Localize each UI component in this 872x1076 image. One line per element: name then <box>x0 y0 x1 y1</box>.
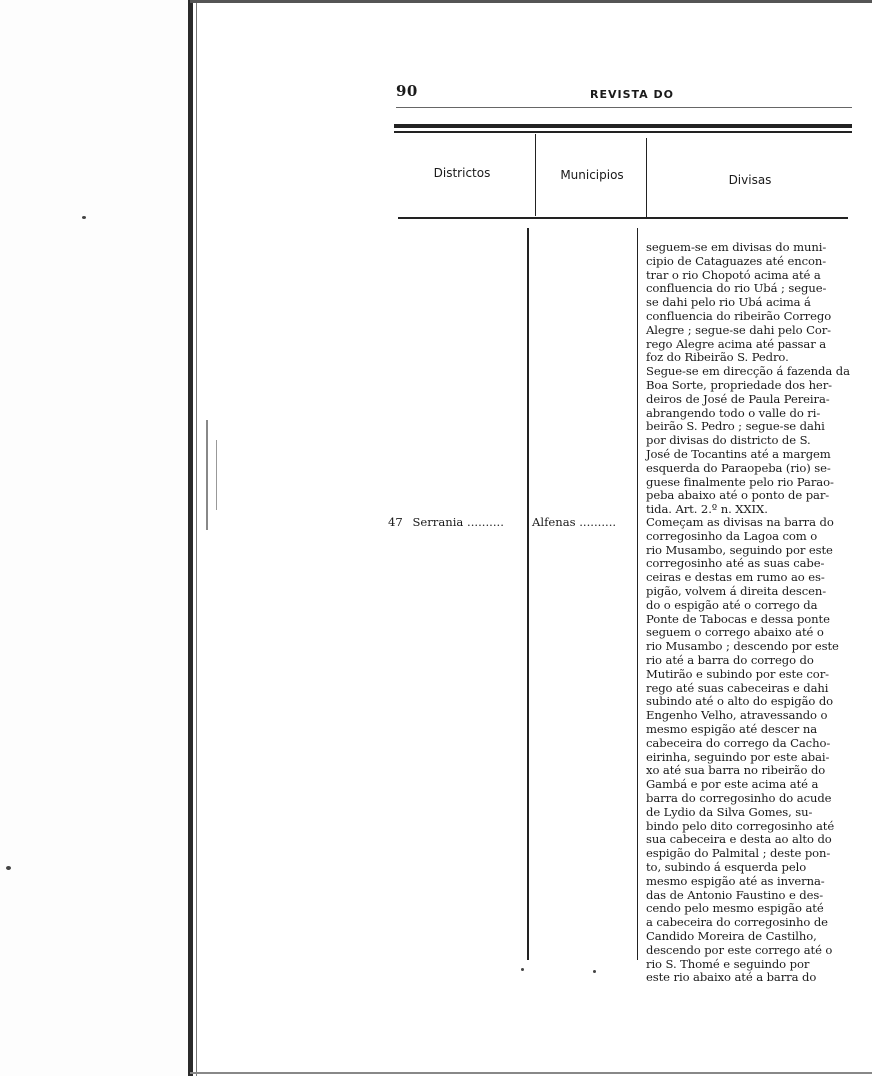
table-top-rule-2 <box>394 131 852 133</box>
entry-number: 47 <box>388 515 403 529</box>
scan-speck <box>82 216 86 219</box>
scan-speck <box>593 970 596 973</box>
column-header-divisas: Divisas <box>728 173 772 187</box>
district-name: Serrania <box>412 515 464 529</box>
binding-edge-inner <box>196 0 197 1076</box>
district-leaders: .......... <box>467 515 504 529</box>
continued-divisas-text: seguem-se em divisas do muni- cipio de Cataguazes até encon- trar o rio Chopotó acima até a confluencia do rio Ubá ; segue- se dahi pelo rio Ubá acima á confluencia do ribeirão Corrego Alegre ; segue-se dahi pelo Cor- rego Alegre acima até passar a foz do Ribeirão S. Pedro. Segue-se em direcção á fazenda da Boa Sorte, propriedade dos her- deiros de José de Paula Pereira- abrangendo todo o valle do ri- beirão S. Pedro ; segue-se dahi por divisas do districto de S. José de Tocantins até a margem esquerda do Paraopeba (rio) se- guese finalmente pelo rio Parao- peba abaixo até o ponto de par- tida. Art. 2.º n. XXIX. <box>646 240 850 517</box>
top-page-edge <box>190 0 872 3</box>
municipality-name: Alfenas <box>532 515 576 529</box>
header-divider-2 <box>646 138 647 218</box>
scan-speck <box>521 968 524 971</box>
running-title: REVISTA DO <box>590 88 674 101</box>
entry-divisas-text: Começam as divisas na barra do corregosinho da Lagoa com o rio Musambo, seguindo por este corregosinho até as suas cabe- ceiras e destas em rumo ao es- pigão, volvem á direita descen- do o espigão até o corrego da Ponte de Tabocas e dessa ponte seguem o corrego abaixo até o rio Musambo ; descendo por este rio até a barra do corrego do Mutirão e subindo por este cor- rego até suas cabeceiras e dahi subindo até o alto do espigão do Engenho Velho, atravessando o mesmo espigão até descer na cabeceira do corrego da Cacho- eirinha, seguindo por este abai- xo até sua barra no ribeirão do Gambá e por este acima até a barra do corregosinho do acude de Lydio da Silva Gomes, su- bindo pelo dito corregosinho até sua cabeceira e desta ao alto do espigão do Palmital ; deste pon- to, subindo á esquerda pelo mesmo espigão até as invernа- das de Antonio Faustino e des- cendo pelo mesmo espigão até a cabeceira do corregosinho de Candido Moreira de Castilho, descendo por este corrego até o rio S. Thomé e seguindo por este rio abaixo até a barra do <box>646 515 839 985</box>
header-thin-rule <box>396 107 852 108</box>
column-header-municipios: Municipios <box>560 168 624 182</box>
header-divider-1 <box>535 134 536 216</box>
body-divider-2 <box>637 228 638 960</box>
left-blank-margin <box>0 0 190 1076</box>
header-bottom-rule <box>398 217 848 219</box>
column-header-districtos: Districtos <box>433 166 491 180</box>
table-row-district <box>388 515 504 529</box>
scan-speck <box>6 866 11 870</box>
municipality-leaders: .......... <box>579 515 617 529</box>
scan-mark <box>206 420 208 530</box>
page-number: 90 <box>396 82 418 100</box>
binding-edge <box>188 0 193 1076</box>
bottom-page-edge <box>190 1072 872 1074</box>
scan-mark <box>216 440 217 510</box>
body-divider-1 <box>527 228 529 960</box>
table-top-rule <box>394 124 852 128</box>
table-row-municipality <box>532 515 616 529</box>
